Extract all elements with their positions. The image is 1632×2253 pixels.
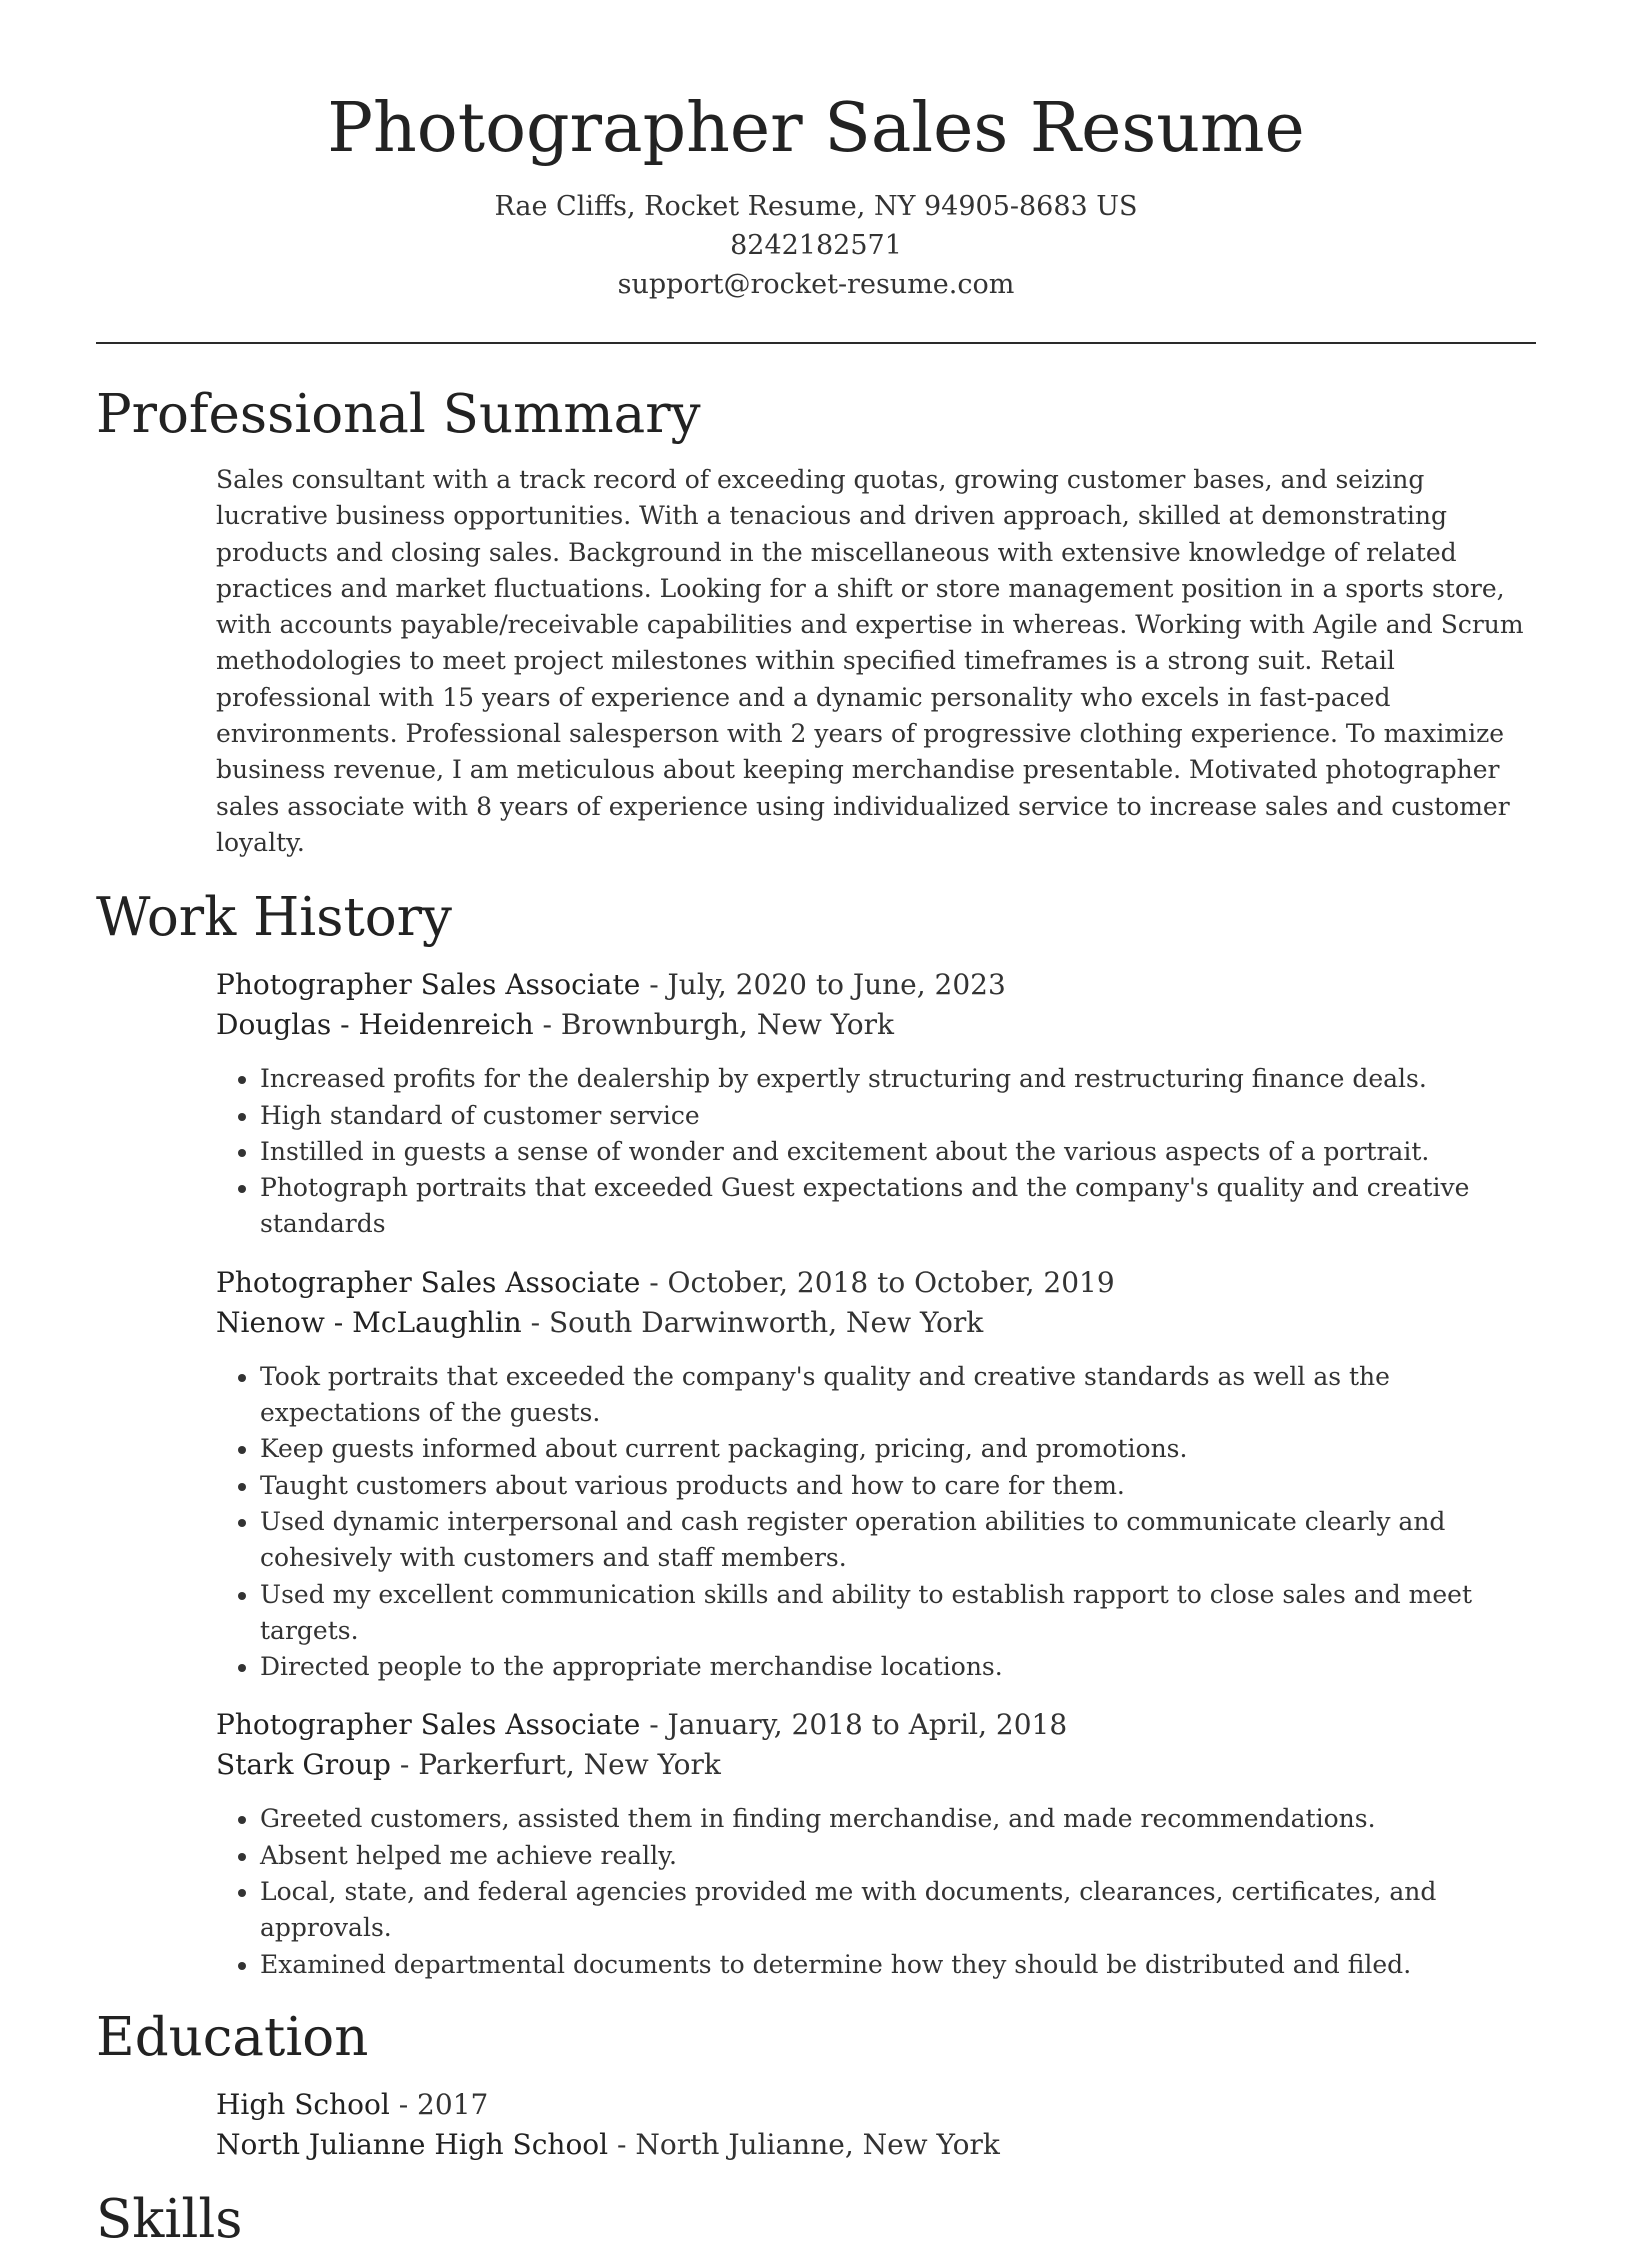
job-bullet: • Local, state, and federal agencies provided me with documents, clearances, certificates, and approvals. xyxy=(260,1874,1536,1947)
section-heading-work: Work History xyxy=(96,887,452,949)
job-bullet: • Took portraits that exceeded the company's quality and creative standards as well as the expectations of the guests. xyxy=(260,1359,1536,1432)
education-entry xyxy=(216,2085,1536,2165)
job-dates: - January, 2018 to April, 2018 xyxy=(640,1708,1068,1742)
job-entry xyxy=(216,965,1536,1242)
job-bullet: • Increased profits for the dealership by expertly structuring and restructuring finance deals. xyxy=(260,1061,1536,1097)
education-year: - 2017 xyxy=(389,2087,489,2121)
resume-page xyxy=(96,0,1536,2253)
job-title-line xyxy=(216,1705,1536,1745)
header-divider xyxy=(96,342,1536,344)
contact-email: support@rocket-resume.com xyxy=(617,269,1015,300)
education-school-line xyxy=(216,2125,1536,2165)
professional-summary-section xyxy=(96,382,1536,861)
job-bullet-list xyxy=(216,1359,1536,1686)
section-heading-skills: Skills xyxy=(96,2188,243,2250)
job-title: Photographer Sales Associate xyxy=(216,1265,641,1299)
job-bullet: • Keep guests informed about current packaging, pricing, and promotions. xyxy=(260,1431,1536,1467)
job-bullet: • Directed people to the appropriate merchandise locations. xyxy=(260,1649,1536,1685)
job-bullet: • Absent helped me achieve really. xyxy=(260,1838,1536,1874)
work-history-section xyxy=(96,885,1536,1983)
resume-title: Photographer Sales Resume xyxy=(327,89,1305,168)
job-entry xyxy=(216,1263,1536,1686)
job-location: - South Darwinworth, New York xyxy=(521,1305,984,1339)
job-dates: - July, 2020 to June, 2023 xyxy=(640,968,1006,1002)
job-bullet-list xyxy=(216,1061,1536,1242)
job-location: - Brownburgh, New York xyxy=(533,1008,895,1042)
job-bullet: • High standard of customer service xyxy=(260,1098,1536,1134)
job-title-line xyxy=(216,1263,1536,1303)
job-bullet: • Greeted customers, assisted them in finding merchandise, and made recommendations. xyxy=(260,1801,1536,1837)
job-title: Photographer Sales Associate xyxy=(216,1708,641,1742)
job-company: Douglas - Heidenreich xyxy=(216,1008,534,1042)
job-company: Nienow - McLaughlin xyxy=(216,1305,522,1339)
section-heading-education: Education xyxy=(96,2006,369,2068)
job-bullet: • Instilled in guests a sense of wonder and excitement about the various aspects of a portrait. xyxy=(260,1134,1536,1170)
education-section xyxy=(96,2005,1536,2165)
job-dates: - October, 2018 to October, 2019 xyxy=(640,1265,1115,1299)
job-bullet-list xyxy=(216,1801,1536,1982)
job-company-line xyxy=(216,1745,1536,1785)
contact-address: Rae Cliffs, Rocket Resume, NY 94905-8683 US xyxy=(494,191,1138,222)
contact-phone: 8242182571 xyxy=(730,230,902,261)
job-company: Stark Group xyxy=(216,1748,391,1782)
education-school: North Julianne High School xyxy=(216,2127,609,2161)
skills-section xyxy=(96,2187,1536,2253)
job-entry xyxy=(216,1705,1536,1982)
job-company-line xyxy=(216,1005,1536,1045)
job-title-line xyxy=(216,965,1536,1005)
job-bullet: • Used my excellent communication skills and ability to establish rapport to close sales and meet targets. xyxy=(260,1577,1536,1650)
education-degree: High School xyxy=(216,2087,390,2121)
job-location: - Parkerfurt, New York xyxy=(390,1748,721,1782)
job-title: Photographer Sales Associate xyxy=(216,968,641,1002)
section-heading-summary: Professional Summary xyxy=(96,384,701,445)
education-location: - North Julianne, New York xyxy=(608,2127,1000,2161)
contact-block xyxy=(96,187,1536,304)
job-bullet: • Used dynamic interpersonal and cash register operation abilities to communicate clearly and cohesively with customers and staff members. xyxy=(260,1504,1536,1577)
education-degree-line xyxy=(216,2085,1536,2125)
summary-text: Sales consultant with a track record of exceeding quotas, growing customer bases, and seizing lucrative business opportunities. With a tenacious and driven approach, skilled at demonstrating products and closing sales. Background in the miscellaneous with extensive knowledge of related practices and market fluctuations. Looking for a shift or store management position in a sports store, with accounts payable/receivable capabilities and expertise in whereas. Working with Agile and Scrum methodologies to meet project milestones within specified timeframes is a strong suit. Retail professional with 15 years of experience and a dynamic personality who excels in fast-paced environments. Professional salesperson with 2 years of progressive clothing experience. To maximize business revenue, I am meticulous about keeping merchandise presentable. Motivated photographer sales associate with 8 years of experience using individualized service to increase sales and customer loyalty. xyxy=(216,465,1524,857)
job-bullet: • Taught customers about various products and how to care for them. xyxy=(260,1468,1536,1504)
job-bullet: • Examined departmental documents to determine how they should be distributed and filed. xyxy=(260,1947,1536,1983)
job-company-line xyxy=(216,1303,1536,1343)
job-bullet: • Photograph portraits that exceeded Guest expectations and the company's quality and creative standards xyxy=(260,1170,1536,1243)
